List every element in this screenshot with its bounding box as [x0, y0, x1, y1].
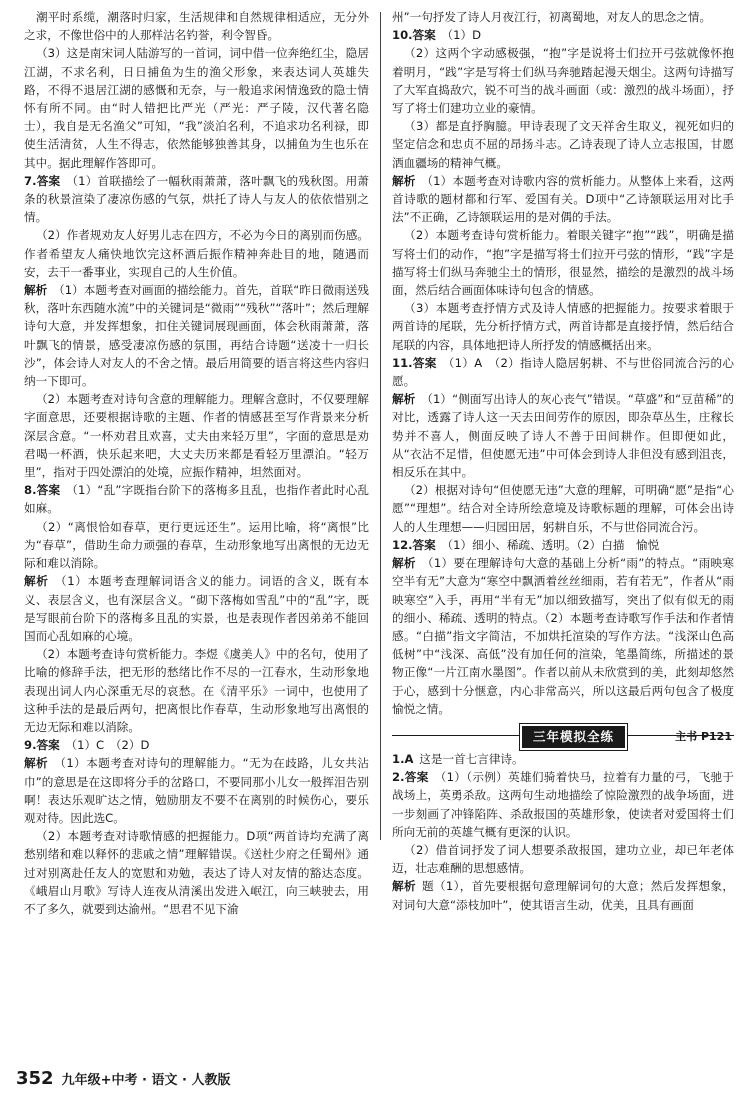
- item-number: 1.: [392, 751, 405, 766]
- paragraph-text: （1）首联描绘了一幅秋雨萧萧，落叶飘飞的残秋图。用萧条的秋景渲染了凄凉伤感的气氛，烘托了诗人与友人的依依惜别之情。: [24, 173, 369, 225]
- paragraph: [392, 390, 734, 481]
- paragraph: [24, 827, 369, 918]
- paragraph: [24, 390, 369, 481]
- paragraph: [392, 554, 734, 718]
- item-label: 解析: [392, 879, 416, 894]
- paragraph: [24, 44, 369, 171]
- paragraph-text: （1）D: [441, 28, 482, 43]
- item-label: 解析: [24, 756, 49, 771]
- paragraph-text: 题（1），首先要根据句意理解词句的大意；然后发挥想象，对词句大意“添枝加叶”，使其语言生动，优美，且具有画面: [392, 879, 734, 912]
- paragraph: [392, 481, 734, 536]
- item-label: 解析: [392, 173, 416, 188]
- paragraph: [392, 299, 734, 354]
- paragraph: [392, 44, 734, 117]
- section-banner-row: [392, 724, 734, 748]
- column-divider: [380, 12, 381, 840]
- paragraph: [24, 172, 369, 227]
- right-column: [392, 8, 734, 914]
- paragraph: [24, 226, 369, 281]
- item-label: 答案: [412, 537, 436, 552]
- paragraph-text: （2）“离恨恰如春草，更行更远还生”。运用比喻，将“离恨”比为“春草”，借助生命力顽强的春草，生动形象地写出离恨的无边无际和难以消除。: [24, 519, 369, 571]
- paragraph-text: （3）这是南宋词人陆游写的一首词，词中借一位奔绝红尘，隐居江湖，不求名利，日日捕鱼为生的渔父形象，来表达词人英雄失路，不得不退居江湖的感慨和无奈，与一般追求闲情逸致的隐士情怀有所不同。由“时人错把比严光（严光：严子陵，汉代著名隐士），我自是无名渔父”可知，“我”淡泊名利，不追求功名利禄，即使生活清贫，人生不得志，依然能够独善其身，以捕鱼为生也乐在其中。据此理解作答即可。: [24, 46, 369, 170]
- page-footer: [16, 1068, 230, 1089]
- item-label: 答案: [36, 483, 61, 498]
- paragraph: [24, 645, 369, 736]
- item-label: 答案: [36, 173, 61, 188]
- item-number: 7.: [24, 173, 37, 188]
- paragraph-text: （2）这两个字动感极强，“抱”字是说将士们拉开弓弦就像怀抱着明月，“践”字是写将士们纵马奔驰踏起漫天烟尘。这两句诗描写了大军直捣敌穴，锐不可当的战斗画面（或：激烈的战斗场面），抒写了将士们建功立业的豪情。: [392, 46, 735, 116]
- book-title: 九年级+中考 · 语文 · 人教版: [61, 1073, 231, 1088]
- paragraph: [392, 750, 734, 768]
- paragraph-text: （2）作者规劝友人好男儿志在四方，不必为今日的离别而伤感。作者希望友人痛快地饮完这杯酒后振作精神奔赴目的地，随遇而安，去干一番事业，实现自己的人生价值。: [24, 228, 369, 279]
- paragraph: [392, 354, 734, 390]
- section-banner: 三年模拟全练: [522, 726, 625, 748]
- item-number: 9.: [24, 738, 37, 753]
- paragraph-text: （1）本题考查对诗句的理解能力。“无为在歧路，儿女共沾巾”的意思是在这即将分手的岔路口，不要同那小儿女一般挥泪告别啊！表达乐观旷达之情，勉励朋友不要不在离别的时候伤心，要乐观对待。因此选C。: [24, 756, 369, 825]
- paragraph-text: （1）“侧面写出诗人的灰心丧气”错误。“草盛”和“豆苗稀”的对比，透露了诗人这一天去田间劳作的原因，即杂草丛生，庄稼长势并不喜人，侧面反映了诗人不善于田间耕作。但即便如此，从“衣沾不足惜，但使愿无违”中可体会到诗人非但没有感到沮丧，相反乐在其中。: [392, 392, 734, 480]
- item-label: 解析: [392, 392, 416, 407]
- paragraph: [392, 841, 734, 877]
- item-label: 答案: [412, 28, 436, 43]
- paragraph: [24, 518, 369, 573]
- item-label: 解析: [24, 283, 48, 298]
- paragraph-text: （1）本题考查对诗歌内容的赏析能力。从整体上来看，这两首诗歌的题材都和行军、爱国有关。D项中“乙诗颔联运用对比手法”不正确，乙诗颔联运用的是对偶的手法。: [392, 173, 734, 225]
- paragraph: [392, 172, 734, 227]
- paragraph-text: （1）C （2）D: [65, 738, 150, 753]
- item-number: 8.: [24, 483, 37, 498]
- paragraph: [24, 572, 369, 645]
- paragraph: [392, 768, 734, 841]
- paragraph-text: （2）本题考查对诗句含意的理解能力。理解含意时，不仅要理解字面意思，还要根据诗歌的主题、作者的情感甚至写作背景来分析深层含意。“一杯劝君且欢喜，丈夫由来轻万里”，字面的意思是劝君喝一杯酒，快乐起来吧，大丈夫历来都是看轻万里漂泊。“轻万里”，指对于四处漂泊的处境，应振作精神，坦然面对。: [24, 392, 369, 480]
- paragraph: [392, 8, 734, 26]
- paragraph-text: （2）本题考查诗句赏析能力。着眼关键字“抱”“践”，明确是描写将士们的动作，“抱”字是描写将士们拉开弓弦的情形，“践”字是描写将士们纵马奔驰尘土的情形，很显然，描绘的是激烈的战斗场面，然后结合画面体味诗句包含的情感。: [392, 228, 734, 298]
- paragraph: [392, 877, 734, 913]
- paragraph: [392, 26, 734, 44]
- item-label: 解析: [24, 574, 49, 589]
- paragraph-text: （2）借首词抒发了词人想要杀敌报国，建功立业，却已年老体迈，壮志难酬的思想感情。: [392, 842, 734, 876]
- paragraph-text: （1）本题考查理解词语含义的能力。词语的含义，既有本义、表层含义，也有深层含义。“砌下落梅如雪乱”中的“乱”字，既是写眼前台阶下的落梅多且乱的实景，也是表现作者因弟弟不能回国而心乱如麻的心境。: [24, 574, 369, 643]
- item-label: 答案: [36, 738, 60, 753]
- paragraph: [24, 736, 369, 754]
- item-label: 答案: [404, 770, 429, 785]
- item-label: A: [404, 751, 414, 766]
- item-number: 11.: [392, 355, 413, 370]
- paragraph-text: （2）本题考查对诗歌情感的把握能力。D项“两首诗均充满了离愁别绪和难以释怀的悲戚之情”理解错误。《送杜少府之任蜀州》通过对别离赴任友人的宽慰和劝勉，表达了诗人对友情的豁达态度。《峨眉山月歌》写诗人连夜从清溪出发进入岷江，向三峡驶去，用不了多久，就要到达渝州。“思君不见下渝: [24, 829, 369, 916]
- page-number: 352: [16, 1068, 54, 1089]
- item-number: 10.: [392, 28, 413, 43]
- paragraph-text: （1）（示例）英雄们骑着快马，拉着有力量的弓，飞驰于战场上，英勇杀敌。这两句生动地描绘了惊险激烈的战争场面，进一步刻画了冲锋陷阵、杀敌报国的英雄形象，使读者对爱国将士们所向无前的英雄气概有更深的认识。: [392, 770, 734, 839]
- paragraph-text: （3）都是直抒胸臆。甲诗表现了文天祥舍生取义，视死如归的坚定信念和忠贞不屈的昂扬斗志。乙诗表现了诗人立志报国，甘愿洒血疆场的精神气概。: [392, 119, 734, 170]
- paragraph: [392, 536, 734, 554]
- paragraph: [24, 481, 369, 517]
- paragraph-text: （1）“乱”字既指台阶下的落梅多且乱，也指作者此时心乱如麻。: [24, 483, 369, 516]
- item-number: 2.: [392, 770, 405, 785]
- item-number: 12.: [392, 537, 413, 552]
- paragraph-text: 州”一句抒发了诗人月夜江行，初离蜀地，对友人的思念之情。: [392, 10, 712, 24]
- paragraph-text: （1）A （2）指诗人隐居躬耕、不与世俗同流合污的心愿。: [392, 355, 734, 389]
- paragraph-text: 潮平时系缆，潮落时归家，生活规律和自然规律相适应，无分外之求，不像世俗中的人那样沽名钓誉，利令智昏。: [24, 10, 369, 43]
- paragraph-text: （2）本题考查诗句赏析能力。李煜《虞美人》中的名句，使用了比喻的修辞手法，把无形的愁绪比作不尽的一江春水，生动形象地表现出词人内心深重无尽的哀愁。在《清平乐》一词中，也使用了这种手法的是最后两句，把离恨比作春草，生动形象地写出离恨的无边无际和难以消除。: [24, 647, 369, 734]
- paragraph-text: （1）本题考查对画面的描绘能力。首先，首联“昨日微雨送残秋，落叶东西随水流”中的关键词是“微雨”“残秋”“落叶”；然后理解诗句大意，并发挥想象，扣住关键词展现画面，体会秋雨萧萧，落叶飘飞的情景，感受凄凉伤感的氛围，再结合诗题“送凌十一归长沙”，体会诗人对友人的不舍之情。最后用简要的语言将这些内容归纳一下即可。: [24, 283, 369, 389]
- paragraph: [24, 281, 369, 390]
- paragraph: [392, 117, 734, 172]
- paragraph-text: （1）要在理解诗句大意的基础上分析“雨”的特点。“雨映寒空半有无”大意为“寒空中飘洒着丝丝细雨，若有若无”，作者从“雨映寒空”入手，再用“半有无”加以细致描写，突出了似有似无的雨的细小、稀疏、透明的特点。（2）本题考查诗歌写作手法和作者情感。“白描”指文字简洁，不加烘托渲染的写作方法。“浅深山色高低树”中“浅深、高低”没有加任何的渲染，笔墨简练，所描述的景物正像“一片江南水墨图”。作者以前从未欣赏到的美，此刻却悠然于心，感到十分惬意，内心非常高兴，所以这最后两句包含了极度愉悦之情。: [392, 556, 734, 716]
- paragraph-text: （3）本题考查抒情方式及诗人情感的把握能力。按要求着眼于两首诗的尾联，先分析抒情方式，两首诗都是直接抒情，然后结合尾联的内容，具体地把诗人所抒发的情感概括出来。: [392, 301, 734, 352]
- paragraph: [392, 226, 734, 299]
- item-label: 答案: [412, 355, 437, 370]
- left-column: [24, 8, 369, 918]
- paragraph: [24, 8, 369, 44]
- paragraph: [24, 754, 369, 827]
- main-book-ref: 主书 P121: [675, 729, 732, 743]
- paragraph-text: （1）细小、稀疏、透明。（2）白描 愉悦: [441, 537, 660, 552]
- paragraph-text: （2）根据对诗句“但使愿无违”大意的理解，可明确“愿”是指“心愿”“理想”。结合对全诗所绘意境及诗歌标题的理解，可体会出诗人的人生理想——归园田居，躬耕自乐，不与世俗同流合污。: [392, 483, 734, 534]
- paragraph-text: 这是一首七言律诗。: [419, 751, 524, 766]
- item-label: 解析: [392, 556, 416, 571]
